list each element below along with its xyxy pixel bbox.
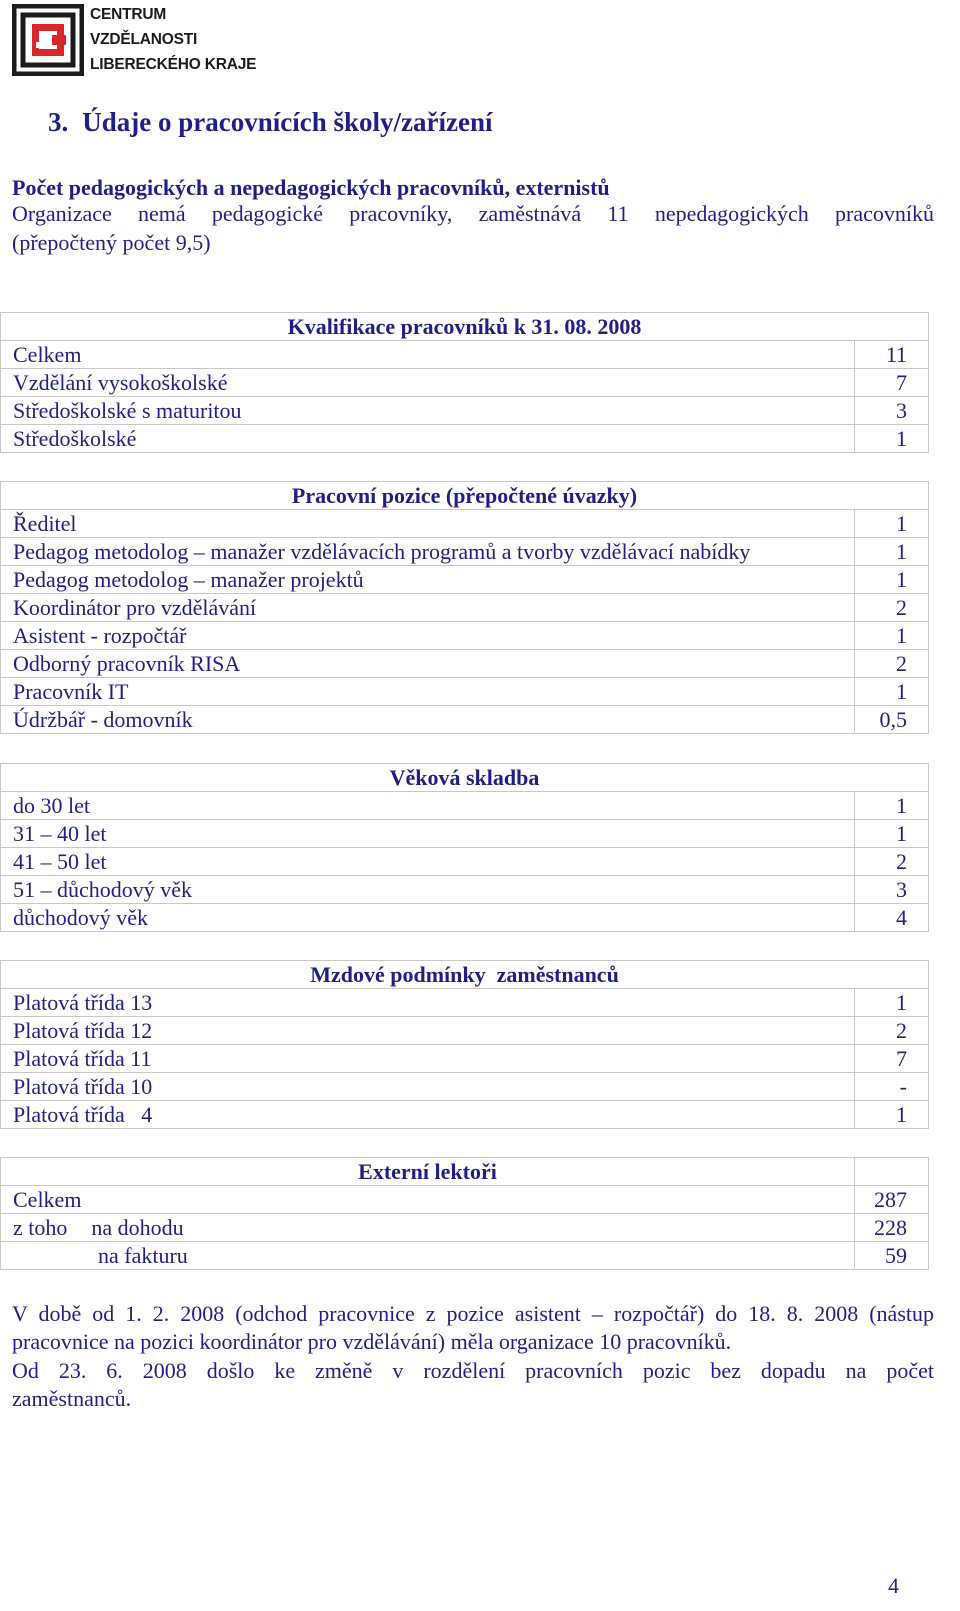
age-title: Věková skladba [1, 764, 929, 792]
row-value: 1 [855, 538, 929, 566]
row-value: 228 [855, 1214, 929, 1242]
row-label: Vzdělání vysokoškolské [1, 369, 855, 397]
row-label: Koordinátor pro vzdělávání [1, 594, 855, 622]
logo-line-1: CENTRUM [90, 6, 167, 23]
row-value: 2 [855, 594, 929, 622]
row-label: Platová třída 4 [1, 1101, 855, 1129]
table-row [1, 622, 929, 650]
row-label: Platová třída 13 [1, 989, 855, 1017]
note-2-line-2: zaměstnanců. [12, 1386, 132, 1411]
table-header-row [1, 961, 929, 989]
table-row [1, 1242, 929, 1270]
age-table [0, 763, 929, 932]
note-2-line-1: Od 23. 6. 2008 došlo ke změně v rozdělení pracovních pozic bez dopadu na počet [12, 1358, 934, 1383]
table-row [1, 876, 929, 904]
row-value: 3 [855, 397, 929, 425]
table-row [1, 425, 929, 453]
row-label: 51 – důchodový věk [1, 876, 855, 904]
row-label: Středoškolské s maturitou [1, 397, 855, 425]
row-value: 1 [855, 820, 929, 848]
table-header-row [1, 313, 929, 341]
table-row [1, 1186, 929, 1214]
table-row [1, 848, 929, 876]
table-row [1, 706, 929, 734]
of-which-label: z toho [13, 1215, 68, 1240]
table-row [1, 904, 929, 932]
row-value: 3 [855, 876, 929, 904]
row-value: 7 [855, 1045, 929, 1073]
table-row [1, 397, 929, 425]
row-label: Údržbář - domovník [1, 706, 855, 734]
row-value: 4 [855, 904, 929, 932]
table-row [1, 1017, 929, 1045]
table-row [1, 1073, 929, 1101]
table-row [1, 650, 929, 678]
table-row [1, 1045, 929, 1073]
row-value: 1 [855, 989, 929, 1017]
section-title: Údaje o pracovnících školy/zařízení [82, 107, 493, 137]
logo-mark-icon [12, 4, 84, 76]
staff-text-line-2: (přepočtený počet 9,5) [12, 230, 211, 255]
row-label: do 30 let [1, 792, 855, 820]
row-value: 1 [855, 425, 929, 453]
table-row [1, 369, 929, 397]
note-1-line-1: V době od 1. 2. 2008 (odchod pracovnice z pozice asistent – rozpočtář) do 18. 8. 2008 (nástup [12, 1301, 934, 1326]
note-1-line-2: pracovnice na pozici koordinátor pro vzdělávání) měla organizace 10 pracovníků. [12, 1329, 732, 1354]
row-label: důchodový věk [1, 904, 855, 932]
table-row [1, 989, 929, 1017]
row-label [1, 1242, 855, 1270]
table-row [1, 820, 929, 848]
table-header-row [1, 1158, 929, 1186]
row-value: 1 [855, 1101, 929, 1129]
row-label: Platová třída 11 [1, 1045, 855, 1073]
table-header-row [1, 482, 929, 510]
row-value: 7 [855, 369, 929, 397]
row-label: Pracovník IT [1, 678, 855, 706]
row-label: Platová třída 10 [1, 1073, 855, 1101]
row-value: 1 [855, 678, 929, 706]
table-row [1, 1101, 929, 1129]
invoice-label: na fakturu [98, 1243, 188, 1268]
logo-line-3: LIBERECKÉHO KRAJE [90, 56, 257, 73]
table-row [1, 341, 929, 369]
row-value: - [855, 1073, 929, 1101]
positions-table [0, 481, 929, 734]
staff-text-line-1: Organizace nemá pedagogické pracovníky, zaměstnává 11 nepedagogických pracovníků [12, 201, 934, 226]
logo-line-2: VZDĚLANOSTI [90, 31, 198, 48]
row-label: Celkem [1, 341, 855, 369]
row-value: 11 [855, 341, 929, 369]
row-value: 287 [855, 1186, 929, 1214]
table-header-row [1, 764, 929, 792]
table-row [1, 792, 929, 820]
salary-title: Mzdové podmínky zaměstnanců [1, 961, 929, 989]
row-label: Pedagog metodolog – manažer vzdělávacích programů a tvorby vzdělávací nabídky [1, 538, 855, 566]
table-row [1, 594, 929, 622]
section-heading [48, 107, 492, 138]
salary-table [0, 960, 929, 1129]
agreement-label: na dohodu [91, 1215, 184, 1240]
row-value: 1 [855, 510, 929, 538]
section-number: 3. [48, 107, 69, 137]
external-lecturers-table [0, 1157, 929, 1270]
row-value: 2 [855, 848, 929, 876]
table-row [1, 678, 929, 706]
organization-logo [12, 2, 257, 80]
table-row [1, 538, 929, 566]
row-value: 1 [855, 622, 929, 650]
external-title: Externí lektoři [1, 1158, 855, 1186]
positions-title: Pracovní pozice (přepočtené úvazky) [1, 482, 929, 510]
row-label [1, 1214, 855, 1242]
row-value: 59 [855, 1242, 929, 1270]
table-row [1, 1214, 929, 1242]
table-row [1, 510, 929, 538]
row-label: Celkem [1, 1186, 855, 1214]
row-label: Ředitel [1, 510, 855, 538]
logo-wordmark [90, 2, 256, 77]
row-label: Středoškolské [1, 425, 855, 453]
row-label: Pedagog metodolog – manažer projektů [1, 566, 855, 594]
row-label: Platová třída 12 [1, 1017, 855, 1045]
row-label: Asistent - rozpočtář [1, 622, 855, 650]
row-label: 41 – 50 let [1, 848, 855, 876]
row-label: 31 – 40 let [1, 820, 855, 848]
empty-cell [855, 1158, 929, 1186]
staff-heading: Počet pedagogických a nepedagogických pracovníků, externistů [12, 175, 610, 200]
row-value: 2 [855, 1017, 929, 1045]
row-value: 1 [855, 566, 929, 594]
qualification-table [0, 312, 929, 453]
row-label: Odborný pracovník RISA [1, 650, 855, 678]
row-value: 2 [855, 650, 929, 678]
table-row [1, 566, 929, 594]
row-value: 1 [855, 792, 929, 820]
row-value: 0,5 [855, 706, 929, 734]
page-number: 4 [888, 1573, 899, 1598]
qualification-title: Kvalifikace pracovníků k 31. 08. 2008 [1, 313, 929, 341]
